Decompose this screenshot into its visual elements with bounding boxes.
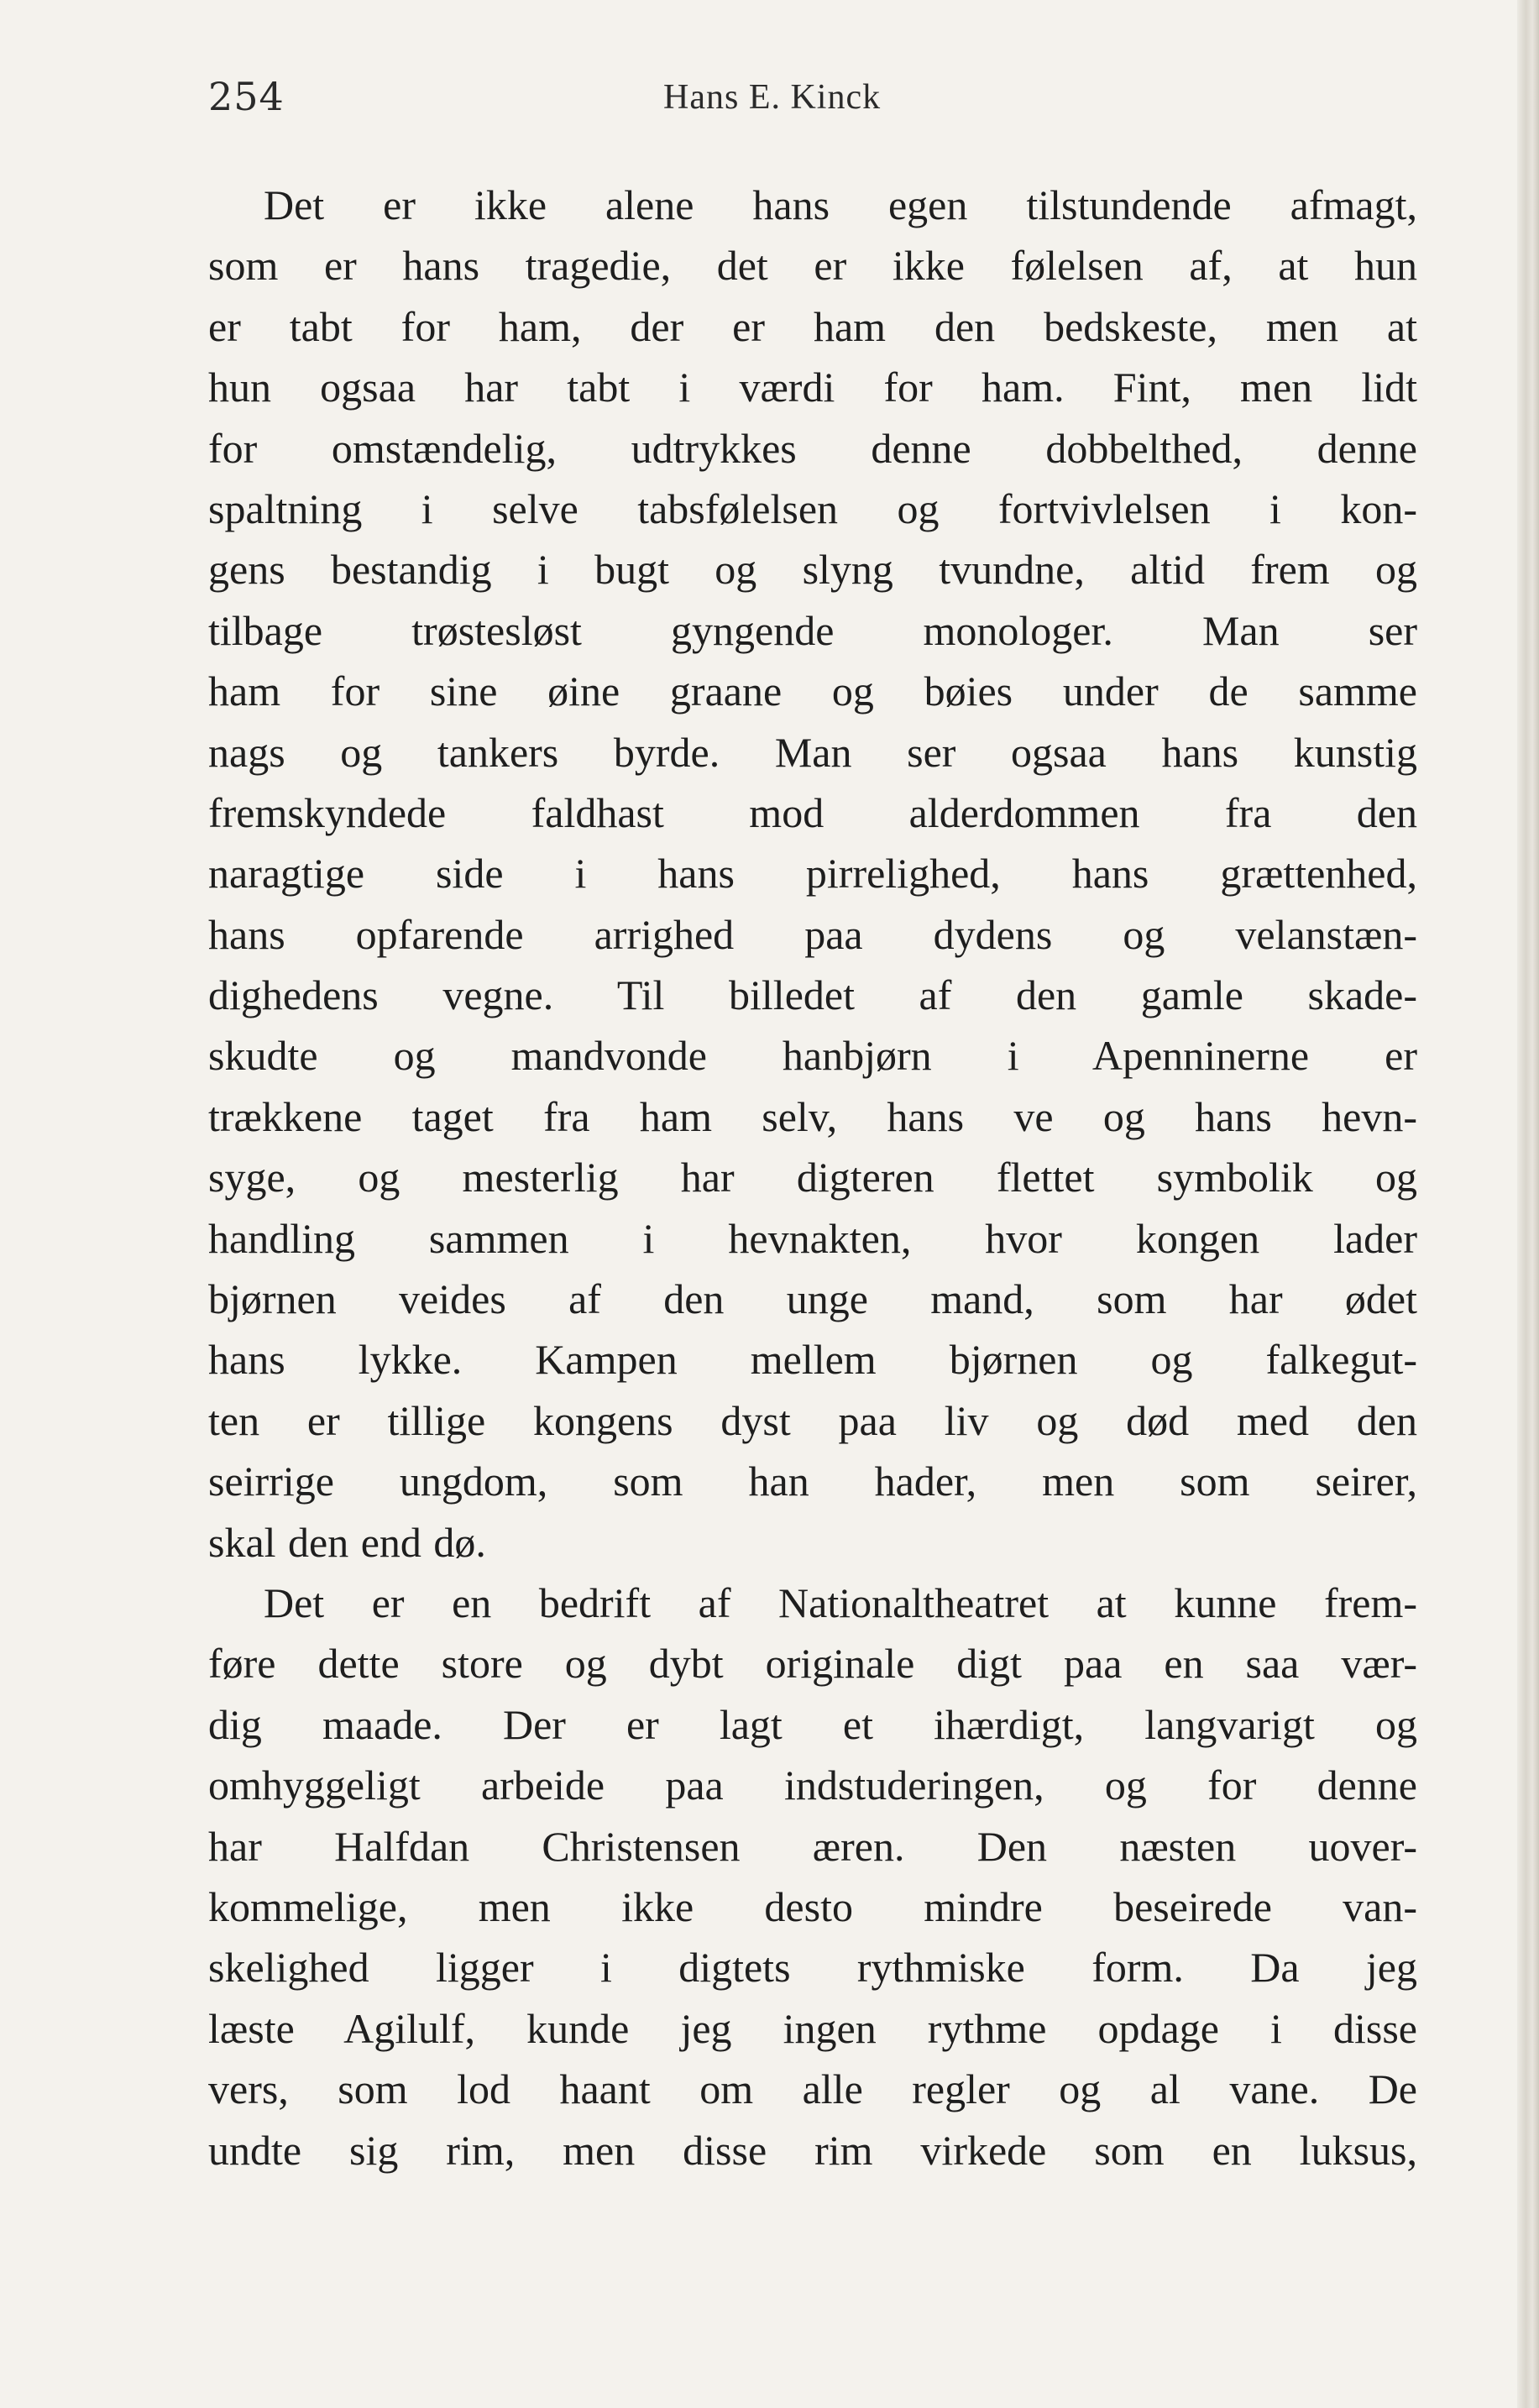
text-line: skelighed ligger i digtets rythmiske form. Da jeg xyxy=(208,1944,1417,1992)
text-line: skal den end dø. xyxy=(208,1518,486,1566)
text-line: syge, og mesterlig har digteren flettet symbolik og xyxy=(208,1154,1417,1201)
page-header xyxy=(0,74,1539,133)
text-line: ham for sine øine graane og bøies under de samme xyxy=(208,667,1417,715)
text-line: bjørnen veides af den unge mand, som har ødet xyxy=(208,1275,1417,1323)
page-edge xyxy=(1517,0,1539,2408)
text-line: for omstændelig, udtrykkes denne dobbelthed, denne xyxy=(208,424,1417,472)
text-line: hans opfarende arrighed paa dydens og velanstæn- xyxy=(208,910,1417,958)
text-line: hun ogsaa har tabt i værdi for ham. Fint, men lidt xyxy=(208,364,1417,411)
text-line: dighedens vegne. Til billedet af den gamle skade- xyxy=(208,971,1417,1019)
text-line: naragtige side i hans pirrelighed, hans grættenhed, xyxy=(208,850,1417,898)
page-number: 254 xyxy=(208,74,285,119)
text-line: hans lykke. Kampen mellem bjørnen og falkegut- xyxy=(208,1336,1417,1384)
text-line: vers, som lod haant om alle regler og al vane. De xyxy=(208,2065,1417,2113)
text-line: har Halfdan Christensen æren. Den næsten uover- xyxy=(208,1822,1417,1870)
text-line: dig maade. Der er lagt et ihærdigt, langvarigt og xyxy=(208,1700,1417,1748)
text-line: Det er en bedrift af Nationaltheatret at kunne frem- xyxy=(264,1578,1417,1626)
text-line: Det er ikke alene hans egen tilstundende afmagt, xyxy=(264,181,1417,228)
body-text xyxy=(208,175,1417,2180)
running-head: Hans E. Kinck xyxy=(663,78,882,117)
text-line: nags og tankers byrde. Man ser ogsaa hans kunstig xyxy=(208,728,1417,776)
text-line: kommelige, men ikke desto mindre beseirede van- xyxy=(208,1882,1417,1930)
text-line: er tabt for ham, der er ham den bedskeste, men at xyxy=(208,302,1417,350)
text-line: skudte og mandvonde hanbjørn i Apenninerne er xyxy=(208,1032,1417,1080)
text-line: føre dette store og dybt originale digt paa en saa vær- xyxy=(208,1640,1417,1688)
text-line: trækkene taget fra ham selv, hans ve og hans hevn- xyxy=(208,1092,1417,1140)
text-line: læste Agilulf, kunde jeg ingen rythme opdage i disse xyxy=(208,2004,1417,2052)
text-line: ten er tillige kongens dyst paa liv og død med den xyxy=(208,1396,1417,1444)
text-line: omhyggeligt arbeide paa indstuderingen, og for denne xyxy=(208,1762,1417,1809)
text-line: spaltning i selve tabsfølelsen og fortvivlelsen i kon- xyxy=(208,484,1417,532)
text-line: fremskyndede faldhast mod alderdommen fra den xyxy=(208,788,1417,836)
text-line: gens bestandig i bugt og slyng tvundne, altid frem og xyxy=(208,546,1417,594)
text-line: tilbage trøstesløst gyngende monologer. Man ser xyxy=(208,606,1417,654)
text-line: undte sig rim, men disse rim virkede som en luksus, xyxy=(208,2126,1417,2174)
text-line: handling sammen i hevnakten, hvor kongen lader xyxy=(208,1214,1417,1262)
text-line: som er hans tragedie, det er ikke følelsen af, at hun xyxy=(208,242,1417,290)
text-line: seirrige ungdom, som han hader, men som seirer, xyxy=(208,1458,1417,1505)
